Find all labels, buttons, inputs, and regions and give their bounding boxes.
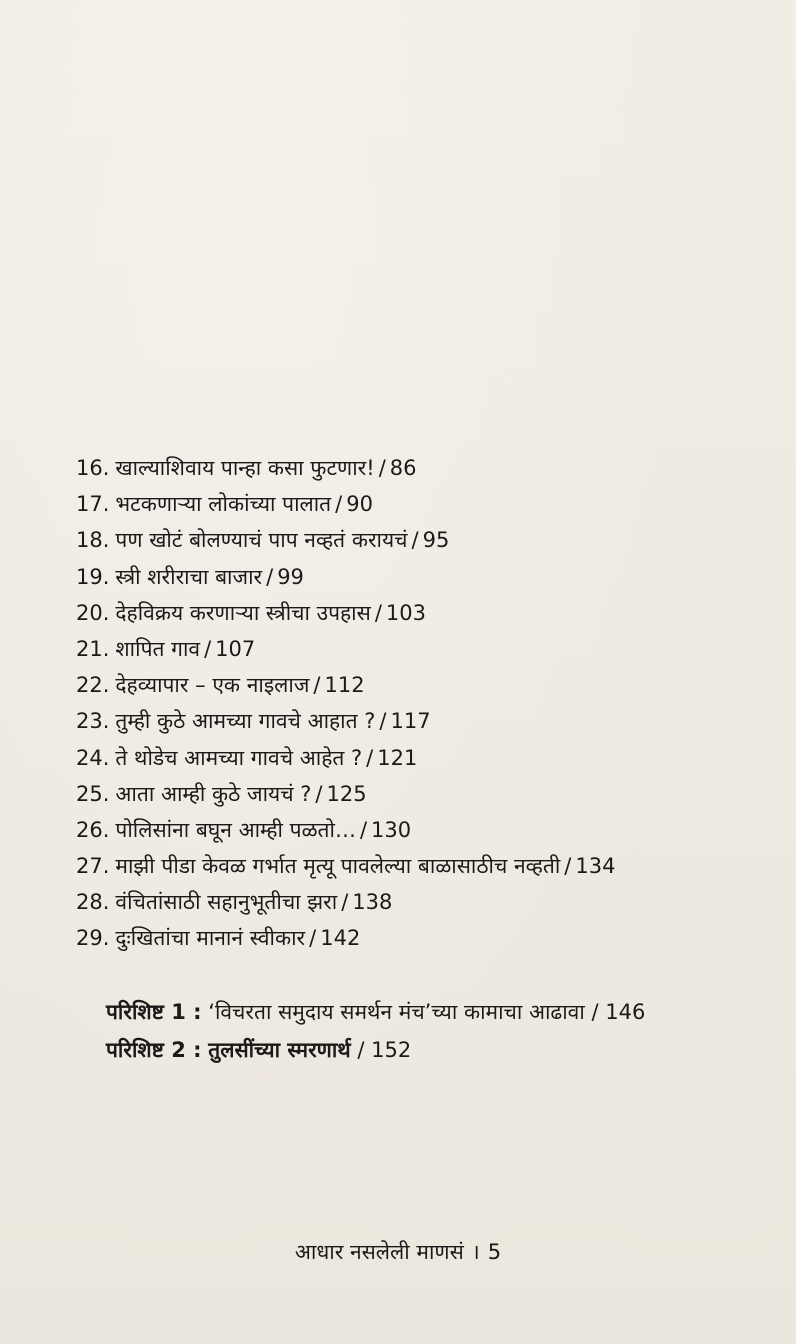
toc-entry-page: 86	[389, 456, 417, 480]
toc-entry-number: 21.	[76, 636, 110, 661]
toc-entry-title: देहव्यापार – एक नाइलाज	[115, 673, 310, 698]
toc-entry-separator: /	[379, 709, 387, 734]
toc-entry-title: वंचितांसाठी सहानुभूतीचा झरा	[115, 890, 338, 915]
appendix-separator: /	[350, 1038, 372, 1062]
toc-entry	[76, 740, 756, 776]
toc-entry-page: 103	[385, 600, 426, 625]
toc-entry-number: 27.	[76, 854, 110, 879]
toc-entry-number: 28.	[76, 890, 110, 915]
toc-entry-number: 22.	[76, 673, 110, 698]
toc-entry-separator: /	[564, 854, 572, 879]
toc-entry	[76, 450, 756, 486]
table-of-contents	[76, 450, 756, 957]
toc-entry-separator: /	[411, 528, 419, 553]
appendix-page: 152	[371, 1038, 412, 1062]
toc-entry-page: 112	[324, 673, 365, 698]
toc-entry-page: 134	[575, 854, 616, 879]
toc-entry-page: 90	[346, 492, 373, 517]
appendix-label: परिशिष्ट 1 :	[106, 1000, 202, 1024]
page-number: 5	[487, 1240, 502, 1264]
toc-entry-page: 99	[277, 564, 304, 589]
toc-entry	[76, 631, 756, 667]
toc-entry-number: 16.	[76, 456, 110, 480]
toc-entry-title: देहविक्रय करणाऱ्या स्त्रीचा उपहास	[115, 600, 371, 625]
toc-entry-separator: /	[359, 817, 368, 842]
toc-entry-separator: /	[313, 673, 321, 698]
running-title: आधार नसलेली माणसं	[294, 1240, 464, 1264]
toc-entry-title: माझी पीडा केवळ गर्भात मृत्यू पावलेल्या बाळासाठीच नव्हती	[115, 854, 561, 879]
toc-entry	[76, 486, 756, 522]
toc-entry-title: आता आम्ही कुठे जायचं ?	[115, 781, 312, 806]
appendix-title: तुलसींच्या स्मरणार्थ	[208, 1038, 351, 1062]
toc-entry-title: ते थोडेच आमच्या गावचे आहेत ?	[115, 745, 363, 770]
toc-entry-title: शापित गाव	[115, 636, 201, 661]
toc-entry-title: स्त्री शरीराचा बाजार	[115, 564, 263, 589]
appendix-separator: /	[584, 1000, 606, 1024]
toc-entry-separator: /	[266, 564, 274, 589]
toc-entry-separator: /	[366, 745, 374, 770]
toc-entry-number: 24.	[76, 745, 110, 770]
toc-entry	[76, 920, 756, 956]
appendix-page: 146	[605, 1000, 646, 1024]
toc-entry	[76, 703, 756, 739]
toc-entry-number: 17.	[76, 492, 110, 517]
toc-entry-title: भटकणाऱ्या लोकांच्या पालात	[115, 492, 332, 517]
toc-entry-number: 26.	[76, 817, 110, 842]
toc-entry-separator: /	[374, 600, 382, 625]
toc-entry	[76, 848, 756, 884]
appendix-label: परिशिष्ट 2 :	[106, 1038, 202, 1062]
toc-entry-title: पण खोटं बोलण्याचं पाप नव्हतं करायचं	[115, 528, 408, 553]
toc-entry-number: 20.	[76, 600, 110, 625]
toc-entry-separator: /	[378, 456, 386, 480]
toc-entry-page: 130	[371, 817, 412, 842]
toc-entry-page: 142	[320, 926, 361, 951]
toc-entry-number: 25.	[76, 781, 110, 806]
toc-entry-separator: /	[335, 492, 343, 517]
toc-entry-separator: /	[204, 636, 212, 661]
toc-entry	[76, 522, 756, 558]
toc-entry-title: दुःखितांचा मानानं स्वीकार	[115, 926, 306, 951]
appendix-list	[106, 993, 766, 1069]
toc-entry-separator: /	[341, 890, 349, 915]
toc-entry-page: 117	[390, 709, 431, 734]
toc-entry-title: खाल्याशिवाय पान्हा कसा फुटणार!	[115, 456, 375, 480]
toc-entry-separator: /	[315, 781, 323, 806]
toc-entry-page: 125	[326, 781, 367, 806]
appendix-entry	[106, 993, 766, 1031]
footer-separator: ।	[471, 1240, 480, 1264]
toc-entry-title: पोलिसांना बघून आम्ही पळतो…	[115, 817, 356, 842]
page-footer	[0, 1236, 796, 1268]
appendix-entry	[106, 1031, 766, 1069]
toc-entry-page: 107	[215, 636, 256, 661]
toc-entry-title: तुम्ही कुठे आमच्या गावचे आहात ?	[115, 709, 376, 734]
toc-entry	[76, 884, 756, 920]
toc-entry-number: 18.	[76, 528, 110, 553]
toc-entry-number: 19.	[76, 564, 110, 589]
toc-entry-number: 29.	[76, 926, 110, 951]
toc-entry-page: 121	[377, 745, 418, 770]
toc-entry	[76, 812, 756, 848]
toc-entry	[76, 595, 756, 631]
toc-entry	[76, 559, 756, 595]
appendix-title: ‘विचरता समुदाय समर्थन मंच’च्या कामाचा आढावा	[208, 1000, 585, 1024]
toc-entry-number: 23.	[76, 709, 110, 734]
toc-entry	[76, 776, 756, 812]
toc-entry-page: 95	[422, 528, 450, 553]
toc-entry	[76, 667, 756, 703]
toc-entry-page: 138	[352, 890, 393, 915]
toc-entry-separator: /	[309, 926, 317, 951]
